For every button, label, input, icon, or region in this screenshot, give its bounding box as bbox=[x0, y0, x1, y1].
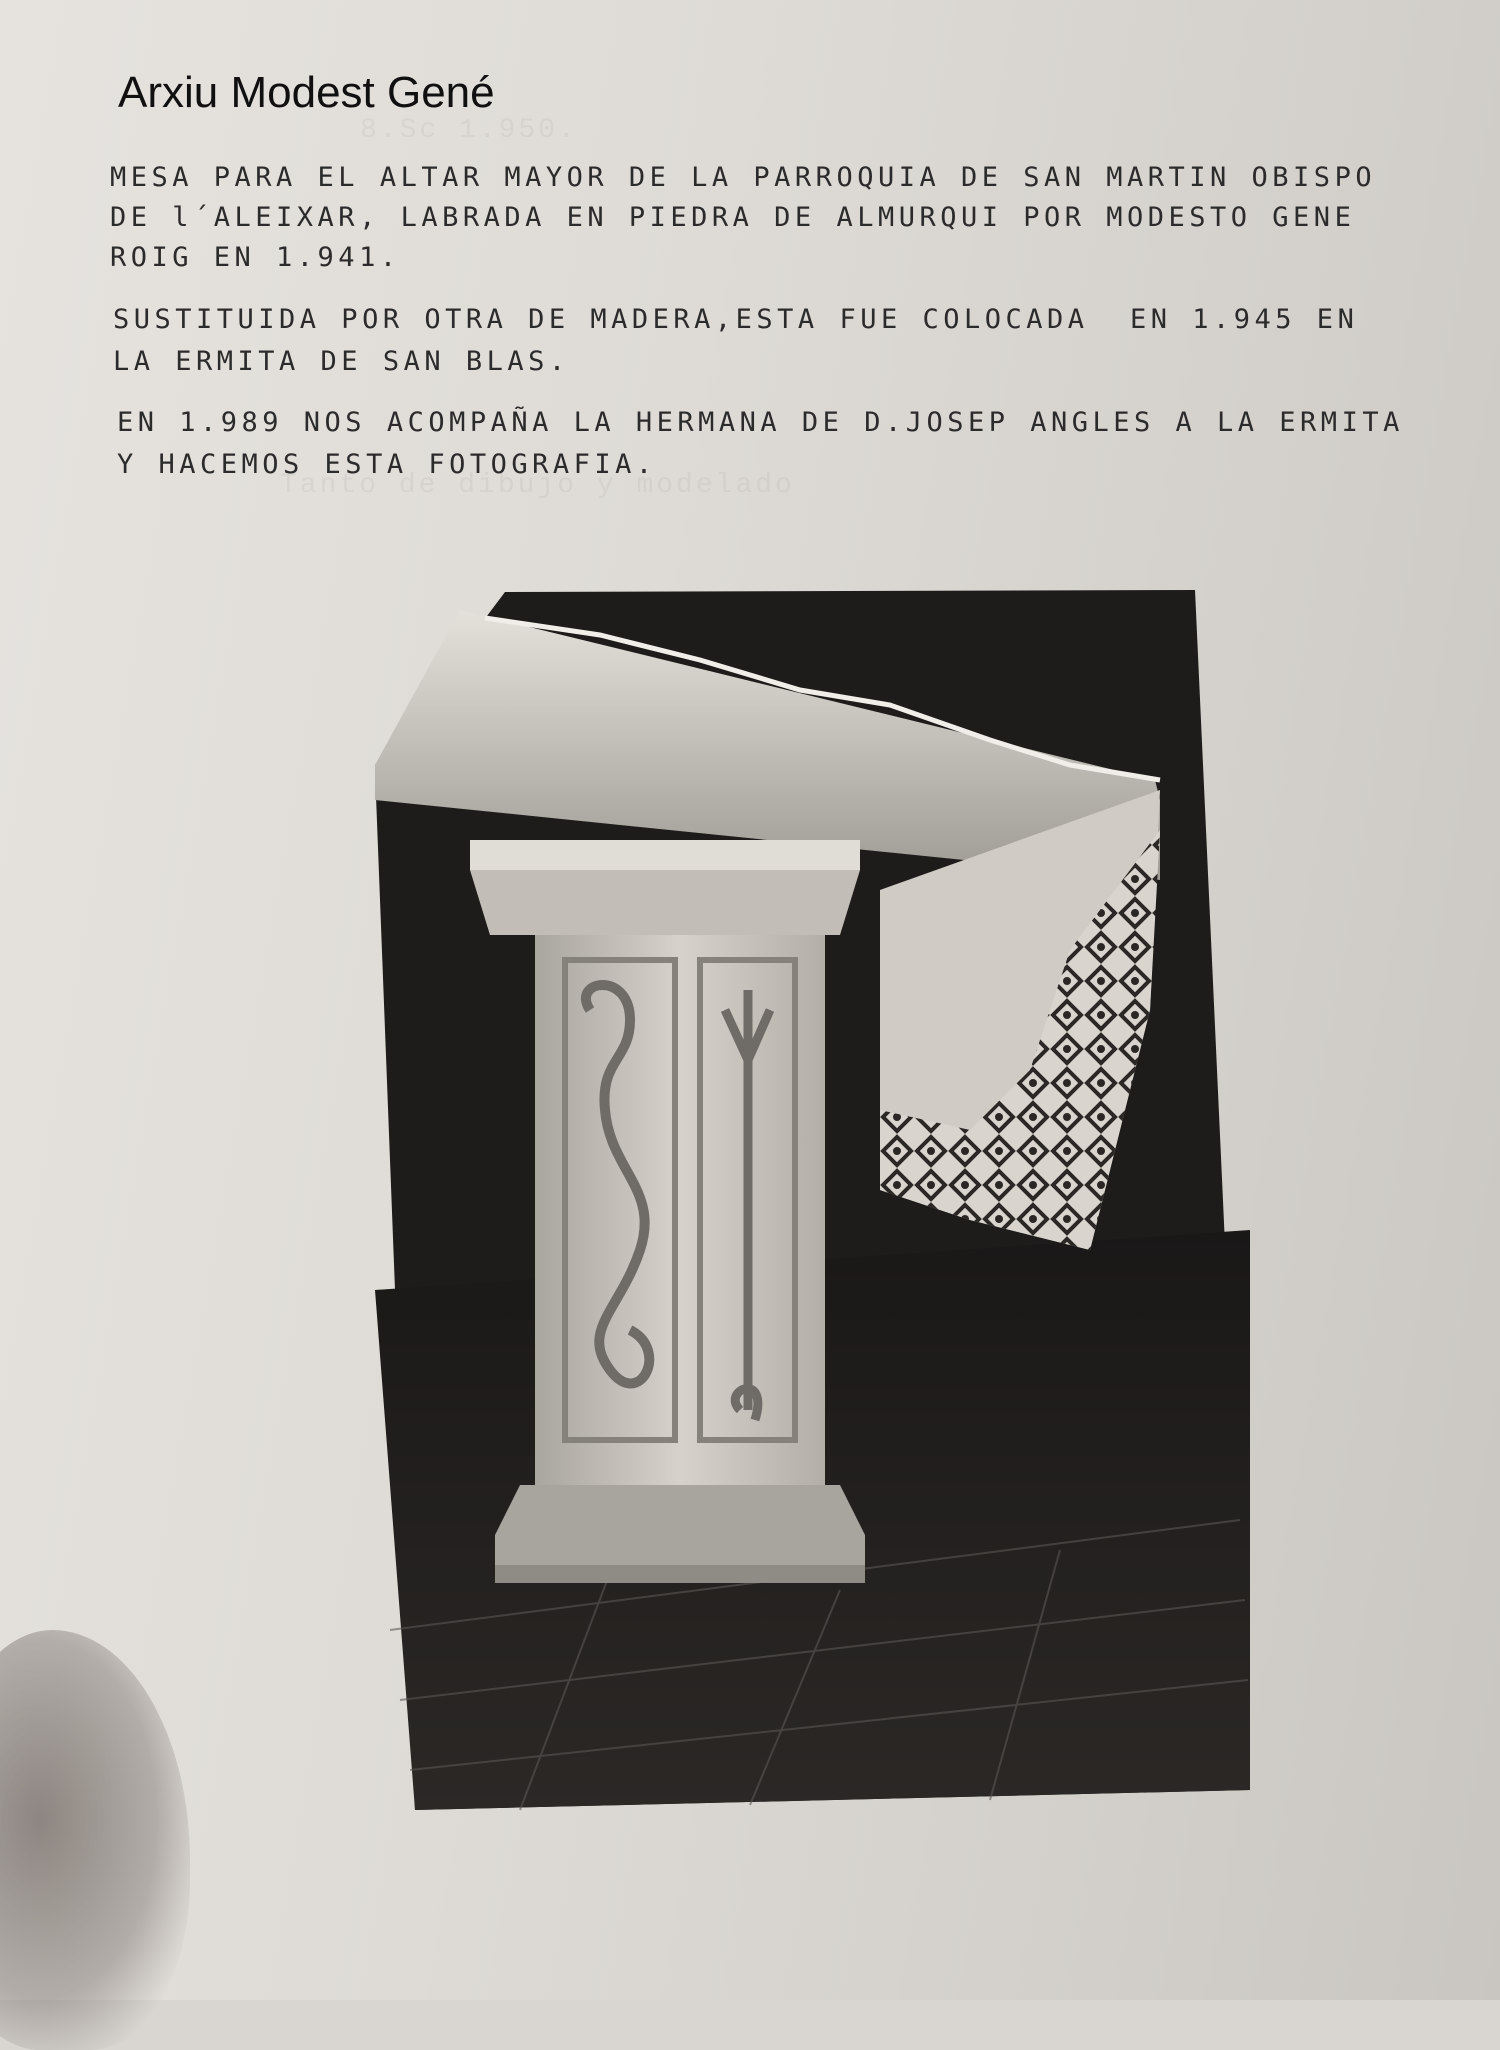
typed-line: DE l´ALEIXAR, LABRADA EN PIEDRA DE ALMURQUI POR MODESTO GENE bbox=[110, 202, 1356, 233]
bleed-through-text: 8.Sc 1.950. bbox=[360, 115, 578, 146]
typed-line: SUSTITUIDA POR OTRA DE MADERA,ESTA FUE COLOCADA EN 1.945 EN bbox=[113, 304, 1359, 335]
typed-line: Y HACEMOS ESTA FOTOGRAFIA. bbox=[117, 449, 657, 480]
altar-photograph bbox=[370, 590, 1250, 1820]
typed-line: LA ERMITA DE SAN BLAS. bbox=[113, 346, 570, 377]
archive-watermark: Arxiu Modest Gené bbox=[118, 68, 495, 117]
typed-line: ROIG EN 1.941. bbox=[110, 242, 401, 273]
pedestal-cap bbox=[470, 870, 860, 935]
typed-line: MESA PARA EL ALTAR MAYOR DE LA PARROQUIA DE SAN MARTIN OBISPO bbox=[110, 162, 1377, 193]
pedestal-plinth bbox=[495, 1565, 865, 1583]
hand-shadow bbox=[0, 1630, 190, 2050]
pedestal-cap-top bbox=[470, 840, 860, 870]
typed-line: EN 1.989 NOS ACOMPAÑA LA HERMANA DE D.JOSEP ANGLES A LA ERMITA bbox=[117, 407, 1404, 438]
pedestal-shaft bbox=[535, 935, 825, 1485]
bleed-through-text: Tanto de dibujo y modelado bbox=[280, 470, 795, 501]
